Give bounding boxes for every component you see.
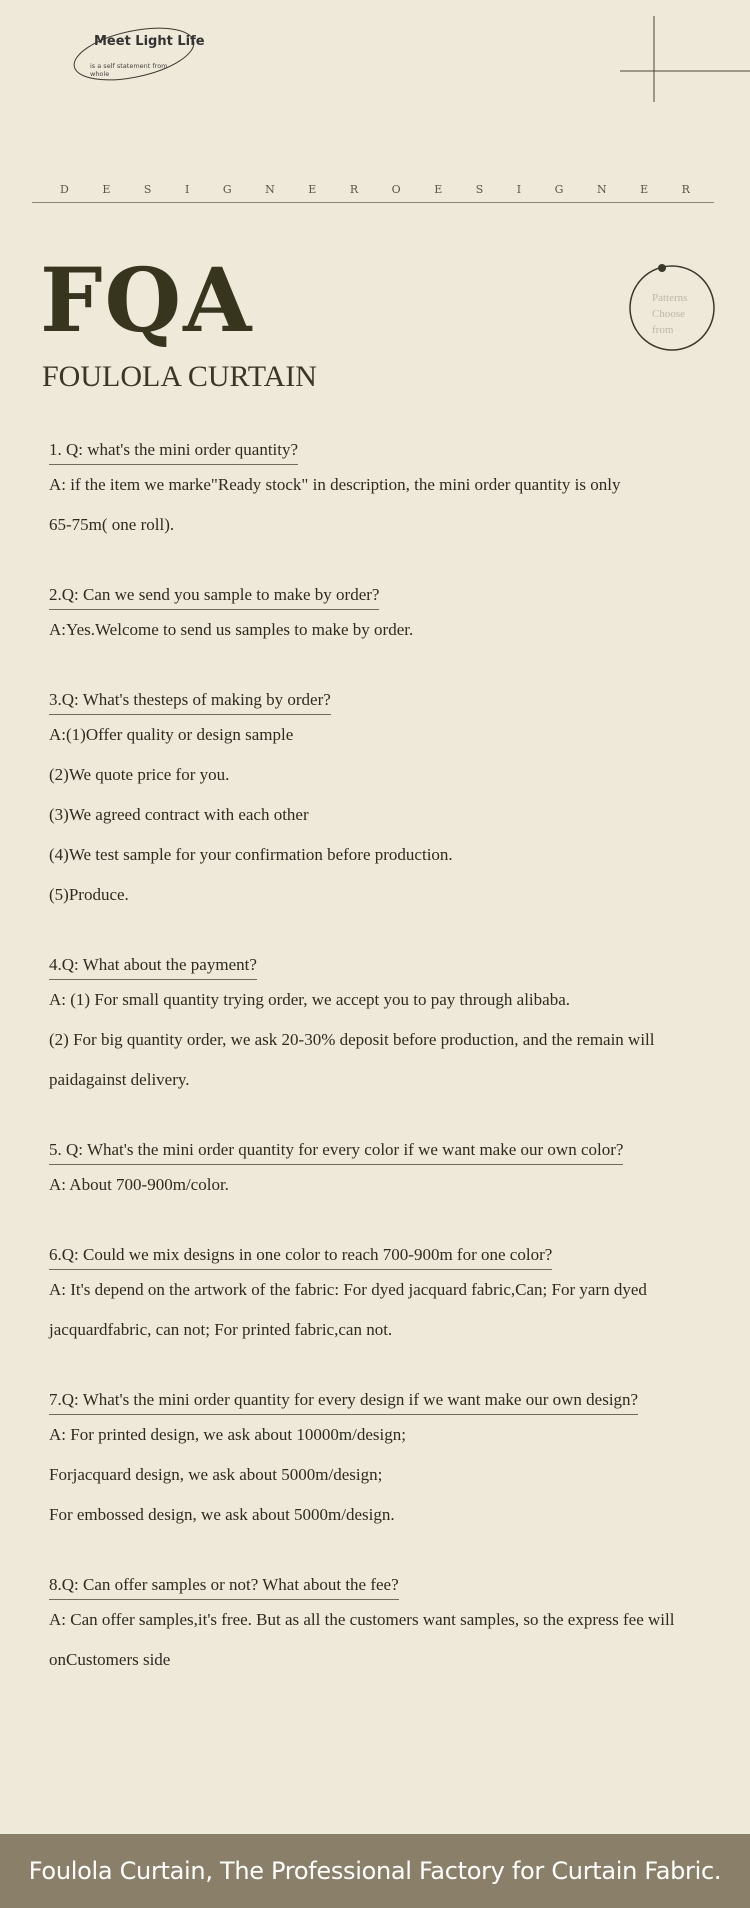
spaced-letter: N (596, 183, 607, 196)
badge-line: Choose (652, 308, 685, 320)
faq-answer-line: paidagainst delivery. (49, 1070, 190, 1089)
faq-item (49, 440, 729, 545)
footer-banner (0, 1834, 750, 1908)
faq-item (49, 1140, 729, 1205)
faq-answer-line: A: if the item we marke"Ready stock" in description, the mini order quantity is only (49, 475, 621, 494)
faq-answer-line: 65-75m( one roll). (49, 515, 175, 534)
spaced-letter: S (143, 183, 152, 196)
badge-text (652, 290, 712, 338)
faq-answer-line: A:Yes.Welcome to send us samples to make by order. (49, 620, 414, 639)
faq-answer-line: onCustomers side (49, 1650, 171, 1669)
faq-item (49, 690, 729, 915)
faq-item (49, 585, 729, 650)
faq-list (49, 440, 729, 1720)
footer-text: Foulola Curtain, The Professional Factory for Curtain Fabric. (28, 1857, 722, 1885)
faq-answer-line: A: About 700-900m/color. (49, 1175, 229, 1194)
faq-item (49, 1245, 729, 1350)
faq-question: 1. Q: what's the mini order quantity? (49, 440, 298, 465)
header-divider (32, 202, 714, 203)
spaced-letter: I (184, 183, 190, 196)
designer-spaced-letters (60, 183, 690, 196)
faq-item (49, 955, 729, 1100)
faq-question: 3.Q: What's thesteps of making by order? (49, 690, 331, 715)
faq-question: 7.Q: What's the mini order quantity for every design if we want make our own design? (49, 1390, 638, 1415)
faq-answer-line: A:(1)Offer quality or design sample (49, 725, 294, 744)
spaced-letter: E (308, 183, 317, 196)
faq-question: 4.Q: What about the payment? (49, 955, 257, 980)
faq-answer-line: (5)Produce. (49, 885, 129, 904)
spaced-letter: N (265, 183, 275, 196)
faq-answer-line: For embossed design, we ask about 5000m/design. (49, 1505, 395, 1524)
spaced-letter: O (391, 183, 401, 196)
page-subtitle: FOULOLA CURTAIN (42, 360, 317, 393)
logo-tagline: is a self statement from whole (90, 62, 168, 78)
spaced-letter: R (681, 183, 690, 196)
spaced-letter: I (516, 183, 522, 196)
faq-question: 2.Q: Can we send you sample to make by order? (49, 585, 379, 610)
faq-item (49, 1575, 729, 1680)
crosshair-decoration-icon (620, 14, 750, 104)
badge-line: from (652, 324, 674, 336)
spaced-letter: E (640, 183, 649, 196)
spaced-letter: R (349, 183, 359, 196)
spaced-letter: D (60, 183, 69, 196)
spaced-letter: G (222, 183, 232, 196)
faq-answer-line: (4)We test sample for your confirmation before production. (49, 845, 453, 864)
brand-logo (70, 22, 205, 82)
faq-answer-line: A: It's depend on the artwork of the fabric: For dyed jacquard fabric,Can; For yarn dyed (49, 1280, 647, 1299)
faq-question: 6.Q: Could we mix designs in one color to reach 700-900m for one color? (49, 1245, 552, 1270)
faq-item (49, 1390, 729, 1535)
faq-answer-line: A: For printed design, we ask about 10000m/design; (49, 1425, 406, 1444)
spaced-letter: E (434, 183, 443, 196)
faq-answer-line: (3)We agreed contract with each other (49, 805, 309, 824)
faq-answer-line: Forjacquard design, we ask about 5000m/design; (49, 1465, 383, 1484)
page-title: FQA (40, 248, 254, 352)
logo-title: Meet Light Life (94, 34, 205, 49)
spaced-letter: E (102, 183, 111, 196)
faq-answer-line: A: (1) For small quantity trying order, we accept you to pay through alibaba. (49, 990, 570, 1009)
faq-answer-line: A: Can offer samples,it's free. But as all the customers want samples, so the express fee will (49, 1610, 675, 1629)
faq-question: 8.Q: Can offer samples or not? What about the fee? (49, 1575, 399, 1600)
faq-answer-line: (2)We quote price for you. (49, 765, 230, 784)
faq-answer-line: jacquardfabric, can not; For printed fabric,can not. (49, 1320, 393, 1339)
spaced-letter: G (554, 183, 564, 196)
faq-question: 5. Q: What's the mini order quantity for every color if we want make our own color? (49, 1140, 623, 1165)
faq-answer-line: (2) For big quantity order, we ask 20-30% deposit before production, and the remain will (49, 1030, 655, 1049)
spaced-letter: S (475, 183, 484, 196)
badge-line: Patterns (652, 292, 688, 304)
